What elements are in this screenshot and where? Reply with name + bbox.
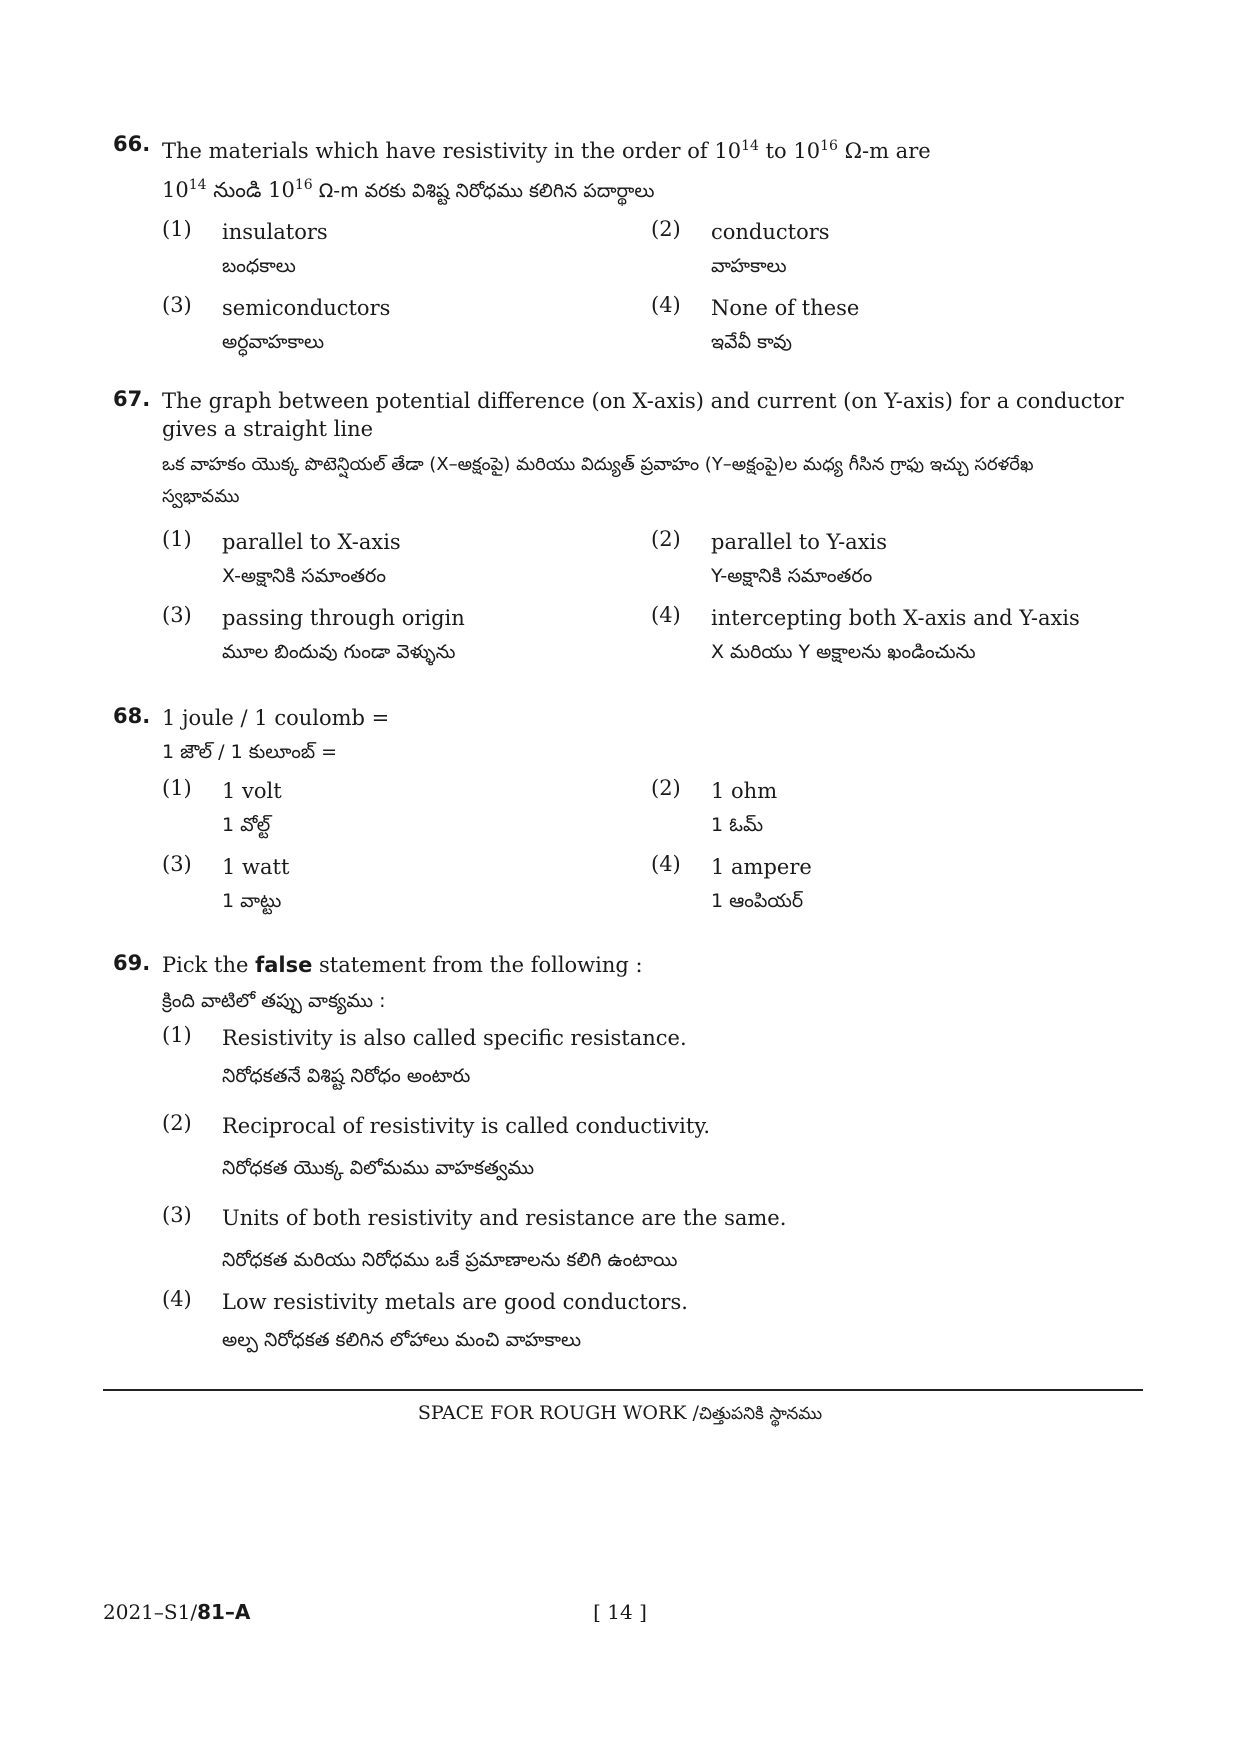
option-text-en: 1 ohm [711, 779, 778, 803]
option-text-en: None of these [711, 296, 860, 320]
option-text-te: అర్ధవాహకాలు [222, 331, 325, 353]
option-2[interactable]: (2) parallel to Y-axis Y-అక్షానికి సమాంతరం [651, 527, 1081, 591]
question-text-te: ఒక వాహకం యొక్క పొటెన్షియల్ తేడా (X–అక్షంపై) మరియు విద్యుత్ ప్రవాహం (Y–అక్షంపై)ల మధ్య గీసిన గ్రాఫు ఇచ్చు సరళరేఖ స్వభావము [162, 454, 1034, 507]
question-text-en: 1 joule / 1 coulomb = [162, 706, 390, 730]
options [162, 776, 1143, 926]
question-66 [113, 132, 1143, 367]
option-2[interactable]: (2) Reciprocal of resistivity is called conductivity. నిరోధకత యొక్క విలోమము వాహకత్వము [162, 1111, 1143, 1203]
option-text-en: 1 watt [222, 855, 290, 879]
option-text-en: insulators [222, 220, 328, 244]
paper-code: 2021–S1/81–A [103, 1600, 251, 1624]
option-text-en: Units of both resistivity and resistance are the same. [222, 1206, 787, 1230]
option-2[interactable]: (2) conductors వాహకాలు [651, 217, 1081, 281]
option-text-en: Reciprocal of resistivity is called conductivity. [222, 1114, 711, 1138]
question-text-te: 1 జౌల్ / 1 కులూంబ్ = [162, 741, 338, 763]
option-4[interactable]: (4) intercepting both X-axis and Y-axis X మరియు Y అక్షాలను ఖండించును [651, 603, 1171, 667]
option-3[interactable]: (3) Units of both resistivity and resistance are the same. నిరోధకత మరియు నిరోధము ఒకే ప్రమాణాలను కలిగి ఉంటాయి [162, 1203, 1143, 1287]
option-1[interactable]: (1) parallel to X-axis X-అక్షానికి సమాంతరం [162, 527, 592, 591]
options [162, 527, 1143, 677]
option-text-en: Resistivity is also called specific resistance. [222, 1026, 687, 1050]
option-text-te: X-అక్షానికి సమాంతరం [222, 565, 386, 587]
option-text-te: X మరియు Y అక్షాలను ఖండించును [711, 641, 976, 663]
option-text-en: semiconductors [222, 296, 391, 320]
option-text-te: నిరోధకత మరియు నిరోధము ఒకే ప్రమాణాలను కలిగి ఉంటాయి [222, 1249, 678, 1271]
question-text-en: The graph between potential difference (on X-axis) and current (on Y-axis) for a conductor gives a straight line [162, 389, 1124, 441]
option-text-te: 1 వాట్టు [222, 890, 282, 912]
option-3[interactable]: (3) semiconductors అర్ధవాహకాలు [162, 293, 592, 357]
option-1[interactable]: (1) Resistivity is also called specific resistance. నిరోధకతనే విశిష్ట నిరోధం అంటారు [162, 1023, 1143, 1111]
option-4[interactable]: (4) Low resistivity metals are good conductors. అల్ప నిరోధకత కలిగిన లోహాలు మంచి వాహకాలు [162, 1287, 1143, 1367]
option-text-en: conductors [711, 220, 830, 244]
option-text-en: intercepting both X-axis and Y-axis [711, 606, 1080, 630]
option-text-en: parallel to Y-axis [711, 530, 888, 554]
option-text-te: బంధకాలు [222, 255, 296, 277]
option-text-en: passing through origin [222, 606, 465, 630]
option-text-te: ఇవేవీ కావు [711, 331, 792, 353]
option-text-te: 1 ఓమ్ [711, 814, 764, 836]
question-text-en: The materials which have resistivity in the order of $10^{14}$ to $10^{16}$ Ω-m are [162, 138, 931, 163]
question-69 [113, 951, 1143, 1367]
question-number: 69. [113, 951, 151, 975]
option-text-te: వాహకాలు [711, 255, 787, 277]
page-number: [ 14 ] [593, 1600, 647, 1624]
option-1[interactable]: (1) insulators బంధకాలు [162, 217, 592, 281]
option-3[interactable]: (3) 1 watt 1 వాట్టు [162, 852, 592, 916]
option-4[interactable]: (4) None of these ఇవేవీ కావు [651, 293, 1081, 357]
question-number: 66. [113, 132, 151, 156]
question-text-te: క్రింది వాటిలో తప్పు వాక్యము : [162, 990, 386, 1012]
question-text-te: $10^{14}$ నుండి $10^{16}$ Ω-m వరకు విశిష్ట నిరోధము కలిగిన పదార్థాలు [162, 177, 655, 202]
option-text-te: 1 వోల్ట్ [222, 814, 271, 836]
question-number: 68. [113, 704, 151, 728]
option-2[interactable]: (2) 1 ohm 1 ఓమ్ [651, 776, 1081, 840]
question-68 [113, 704, 1143, 926]
option-text-te: నిరోధకత యొక్క విలోమము వాహకత్వము [222, 1157, 535, 1179]
option-1[interactable]: (1) 1 volt 1 వోల్ట్ [162, 776, 592, 840]
option-text-en: Low resistivity metals are good conductors. [222, 1290, 688, 1314]
option-text-te: Y-అక్షానికి సమాంతరం [711, 565, 873, 587]
divider [103, 1389, 1143, 1391]
question-number: 67. [113, 387, 151, 411]
rough-work-label: SPACE FOR ROUGH WORK /చిత్తుపనికి స్థానము [417, 1402, 823, 1424]
option-text-te: నిరోధకతనే విశిష్ట నిరోధం అంటారు [222, 1065, 471, 1087]
option-3[interactable]: (3) passing through origin మూల బిందువు గుండా వెళ్ళును [162, 603, 592, 667]
question-67 [113, 387, 1143, 677]
options [162, 217, 1143, 367]
option-text-te: అల్ప నిరోధకత కలిగిన లోహాలు మంచి వాహకాలు [222, 1329, 582, 1351]
option-4[interactable]: (4) 1 ampere 1 ఆంపియర్ [651, 852, 1081, 916]
option-text-te: మూల బిందువు గుండా వెళ్ళును [222, 641, 456, 663]
option-text-te: 1 ఆంపియర్ [711, 890, 804, 912]
option-text-en: 1 ampere [711, 855, 812, 879]
option-text-en: parallel to X-axis [222, 530, 401, 554]
question-text-en: Pick the false statement from the following : [162, 953, 643, 977]
option-text-en: 1 volt [222, 779, 282, 803]
